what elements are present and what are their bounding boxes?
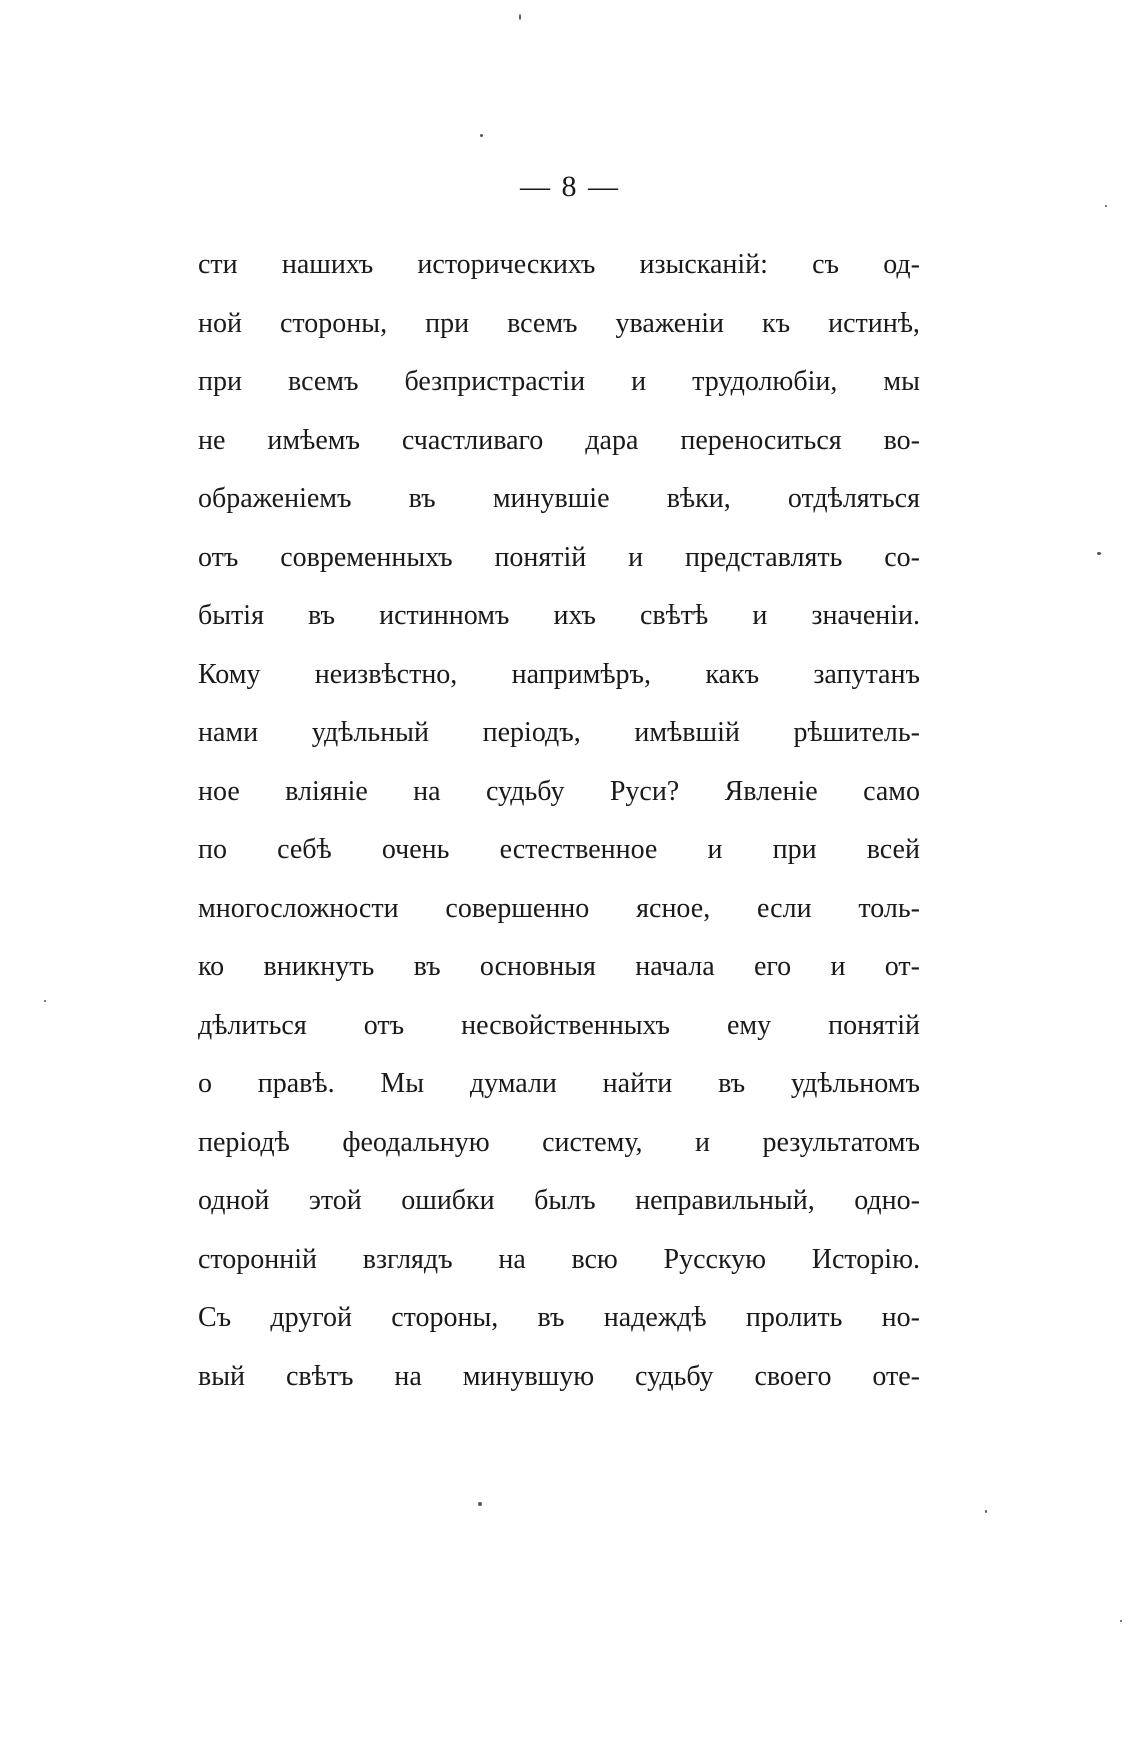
word: при (198, 366, 242, 397)
word: въ (413, 951, 441, 982)
word: пролить (745, 1302, 843, 1333)
word: совершенно (445, 892, 590, 924)
word: удѣльный (311, 717, 429, 748)
word: ошибки (401, 1185, 495, 1216)
word: ко (198, 951, 225, 982)
word: со- (884, 541, 920, 573)
word: от- (884, 951, 920, 982)
word: Исторію. (811, 1243, 920, 1275)
word: вникнуть (263, 951, 375, 982)
word: его (753, 951, 792, 982)
word: понятій (494, 541, 587, 573)
word: Съ (198, 1302, 232, 1333)
word: вѣки, (666, 483, 731, 514)
word: трудолюбіи, (692, 366, 838, 397)
word: себѣ (277, 834, 332, 865)
word: правѣ. (257, 1068, 335, 1099)
text-line (198, 1289, 920, 1348)
word: сти (198, 249, 238, 280)
word: надеждѣ (603, 1302, 707, 1333)
word: истинномъ (379, 600, 510, 631)
word: въ (537, 1302, 565, 1333)
scan-speck (478, 1502, 482, 1506)
word: въ (308, 600, 336, 631)
word: судьбу (485, 775, 565, 807)
word: взглядъ (362, 1243, 453, 1275)
word: на (394, 1360, 422, 1392)
scan-speck (1105, 205, 1107, 207)
word: Русскую (663, 1243, 767, 1275)
word: результатомъ (762, 1126, 920, 1158)
word: этой (308, 1185, 362, 1216)
word: оте- (872, 1360, 920, 1392)
word: неизвѣстно, (314, 658, 458, 690)
word: неправильный, (635, 1185, 815, 1216)
word: и (752, 600, 768, 631)
word: Руси? (609, 775, 680, 807)
word: удѣльномъ (790, 1068, 920, 1099)
word: очень (381, 834, 450, 865)
word: естественное (499, 834, 658, 865)
word: значеніи. (811, 600, 920, 631)
word: съ (812, 249, 840, 280)
word: ображеніемъ (198, 483, 352, 514)
scan-speck (44, 1000, 46, 1002)
word: на (498, 1243, 526, 1275)
word: ное (198, 775, 240, 807)
text-line (198, 763, 920, 822)
text-line (198, 997, 920, 1056)
body-text (198, 236, 920, 1406)
word: нашихъ (281, 249, 374, 280)
text-line (198, 587, 920, 646)
word: и (695, 1126, 710, 1158)
word: Кому (198, 658, 261, 690)
word: переноситься (680, 424, 842, 456)
word: въ (718, 1068, 746, 1099)
word: представлять (684, 541, 843, 573)
word: періодѣ (198, 1126, 290, 1158)
text-line (198, 1231, 920, 1290)
word: всемъ (507, 307, 578, 339)
word: уваженіи (615, 307, 724, 339)
word: на (413, 775, 441, 807)
word: при (772, 834, 817, 865)
scan-speck (1097, 552, 1101, 555)
word: отъ (198, 541, 239, 573)
word: дѣлиться (198, 1009, 307, 1041)
word: основныя (479, 951, 596, 982)
word: и (830, 951, 846, 982)
word: отдѣляться (787, 483, 920, 514)
scan-speck (1120, 1620, 1122, 1622)
text-line (198, 1114, 920, 1173)
word: по (198, 834, 227, 865)
word: былъ (534, 1185, 596, 1216)
word: и (628, 541, 644, 573)
word: вый (198, 1360, 246, 1392)
word: бытія (198, 600, 264, 631)
word: какъ (705, 658, 760, 690)
scan-speck (985, 1510, 987, 1513)
word: вліяніе (285, 775, 368, 807)
page-number: — 8 — (520, 170, 620, 203)
word: если (757, 892, 812, 924)
word: изысканій: (639, 249, 768, 280)
word: Мы (380, 1068, 425, 1099)
word: найти (602, 1068, 673, 1099)
word: всей (866, 834, 920, 865)
word: ясное, (636, 892, 711, 924)
text-line (198, 938, 920, 997)
word: во- (883, 424, 920, 456)
scan-speck (519, 14, 521, 20)
word: несвойственныхъ (461, 1009, 670, 1041)
word: мы (883, 366, 920, 397)
word: нами (198, 717, 259, 748)
word: всемъ (288, 366, 359, 397)
word: свѣтъ (285, 1360, 354, 1392)
word: стороны, (279, 307, 388, 339)
text-line (198, 236, 920, 295)
text-line (198, 470, 920, 529)
text-line (198, 353, 920, 412)
text-line (198, 646, 920, 705)
word: но- (881, 1302, 920, 1333)
word: минувшіе (492, 483, 610, 514)
word: минувшую (462, 1360, 595, 1392)
word: одно- (854, 1185, 920, 1216)
word: ной (198, 307, 242, 339)
word: современныхъ (280, 541, 453, 573)
word: запутанъ (813, 658, 920, 690)
word: толь- (858, 892, 920, 924)
text-line (198, 1348, 920, 1407)
text-line (198, 1172, 920, 1231)
word: начала (635, 951, 715, 982)
word: систему, (542, 1126, 643, 1158)
word: счастливаго (401, 424, 544, 456)
word: ихъ (553, 600, 596, 631)
word: ему (726, 1009, 772, 1041)
word: имѣвшій (634, 717, 740, 748)
word: отъ (363, 1009, 405, 1041)
word: свѣтѣ (639, 600, 709, 631)
word: думали (469, 1068, 557, 1099)
word: напримѣръ, (511, 658, 652, 690)
word: своего (754, 1360, 832, 1392)
word: само (863, 775, 920, 807)
word: рѣшитель- (793, 717, 920, 748)
word: не (198, 424, 226, 456)
word: судьбу (635, 1360, 714, 1392)
word: и (707, 834, 723, 865)
word: имѣемъ (267, 424, 360, 456)
text-line (198, 880, 920, 939)
text-line (198, 704, 920, 763)
word: о (198, 1068, 212, 1099)
text-line (198, 412, 920, 471)
text-line (198, 529, 920, 588)
text-line (198, 821, 920, 880)
word: феодальную (342, 1126, 490, 1158)
word: и (631, 366, 647, 397)
word: періодъ, (482, 717, 581, 748)
word: въ (408, 483, 436, 514)
word: при (425, 307, 470, 339)
word: понятій (828, 1009, 920, 1041)
word: къ (762, 307, 791, 339)
text-line (198, 295, 920, 354)
word: безпристрастіи (404, 366, 586, 397)
text-line (198, 1055, 920, 1114)
word: всю (571, 1243, 618, 1275)
word: истинѣ, (828, 307, 920, 339)
word: многосложности (198, 892, 399, 924)
word: историческихъ (417, 249, 596, 280)
word: од- (883, 249, 920, 280)
word: дара (585, 424, 639, 456)
word: другой (270, 1302, 353, 1333)
word: одной (198, 1185, 270, 1216)
word: сторонній (198, 1243, 318, 1275)
scan-speck (480, 134, 483, 137)
word: стороны, (391, 1302, 499, 1333)
word: Явленіе (724, 775, 818, 807)
